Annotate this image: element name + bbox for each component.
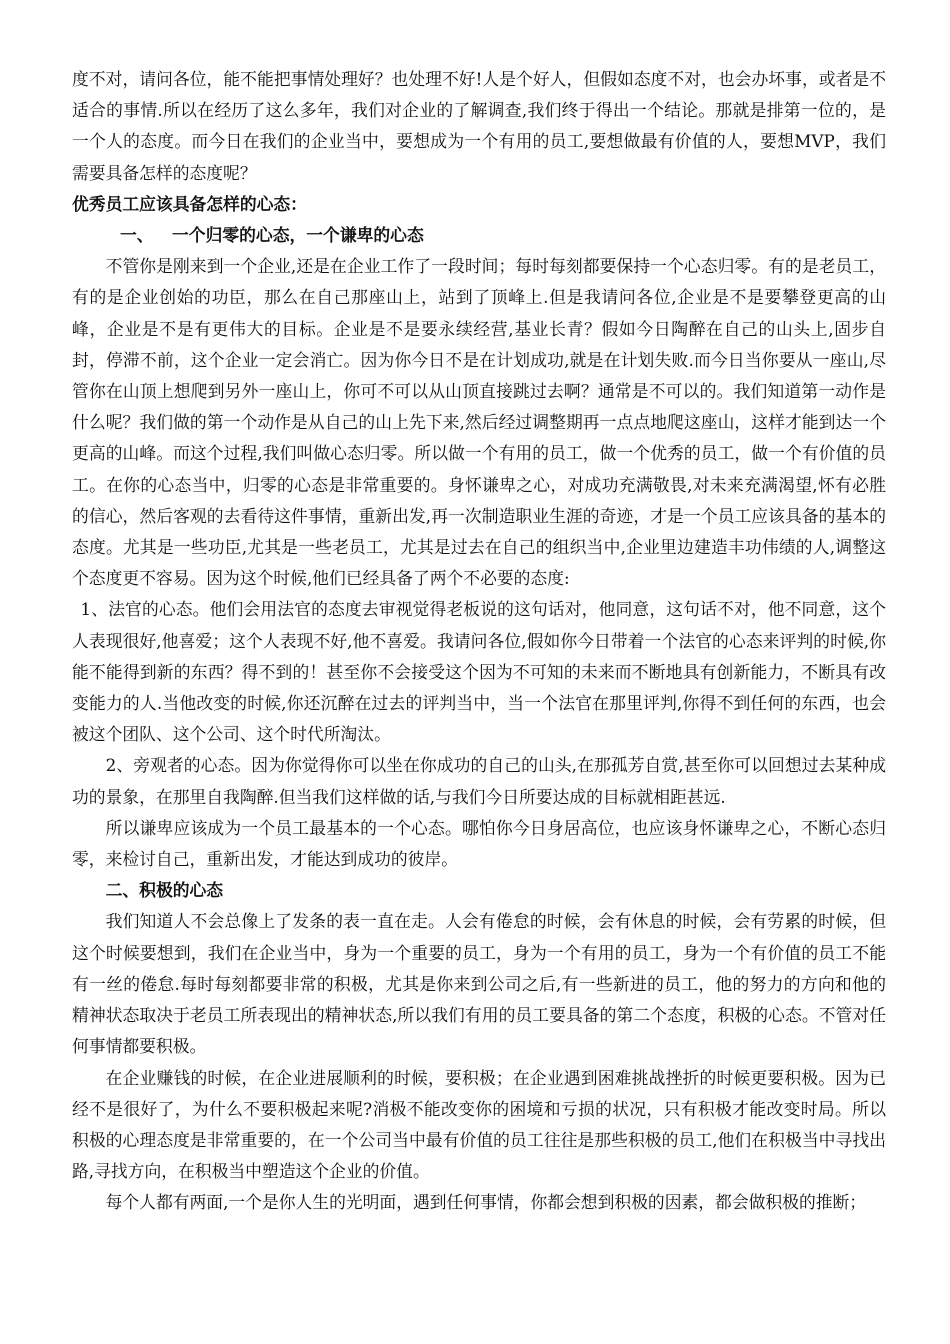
paragraph-bystander-mindset: 2、旁观者的心态。因为你觉得你可以坐在你成功的自己的山头,在那孤芳自赏,甚至你可以回想过去某种成功的景象，在那里自我陶醉.但当我们这样做的话,与我们今日所要达成的目标就相距甚远.: [72, 755, 886, 807]
paragraph-positive-mindset-2: 在企业赚钱的时候，在企业进展顺利的时候，要积极；在企业遇到困难挑战挫折的时候更要积极。因为已经不是很好了，为什么不要积极起来呢?消极不能改变你的困境和亏损的状况，只有积极才能改变时局。所以积极的心理态度是非常重要的，在一个公司当中最有价值的员工往往是那些积极的员工,他们在积极当中寻找出路,寻找方向，在积极当中塑造这个企业的价值。: [72, 1067, 886, 1182]
paragraph-positive-mindset-3: 每个人都有两面,一个是你人生的光明面，遇到任何事情，你都会想到积极的因素，都会做积极的推断；: [105, 1192, 867, 1213]
paragraph-intro: 度不对，请问各位，能不能把事情处理好？也处理不好!人是个好人，但假如态度不对，也会办坏事，或者是不适合的事情.所以在经历了这么多年，我们对企业的了解调查,我们终于得出一个结论。那就是排第一位的，是一个人的态度。而今日在我们的企业当中，要想成为一个有用的员工,要想做最有价值的人，要想MVP，我们需要具备怎样的态度呢？: [72, 69, 886, 183]
paragraph-humility-summary: 所以谦卑应该成为一个员工最基本的一个心态。哪怕你今日身居高位，也应该身怀谦卑之心，不断心态归零，来检讨自己，重新出发，才能达到成功的彼岸。: [72, 817, 886, 870]
document-title: 优秀员工应该具备怎样的心态：: [72, 193, 307, 214]
section-heading-1: [72, 220, 886, 251]
paragraph-judge-mindset: 1、法官的心态。他们会用法官的态度去审视觉得老板说的这句话对，他同意，这句话不对，他不同意，这个人表现很好,他喜爱；这个人表现不好,他不喜爱。我请问各位,假如你今日带着一个法官的心态来评判的时候,你能不能得到新的东西？得不到的！甚至你不会接受这个因为不可知的未来而不断地具有创新能力，不断具有改变能力的人.当他改变的时候,你还沉醉在过去的评判当中，当一个法官在那里评判,你得不到任何的东西，也会被这个团队、这个公司、这个时代所淘汰。: [72, 599, 886, 745]
section-heading-2: 二、积极的心态: [105, 880, 224, 901]
paragraph-zero-mindset: 不管你是刚来到一个企业,还是在企业工作了一段时间；每时每刻都要保持一个心态归零。有的是老员工，有的是企业创始的功臣，那么在自己那座山上，站到了顶峰上.但是我请问各位,企业是不是要攀登更高的山峰，企业是不是有更伟大的目标。企业是不是要永续经营,基业长青？假如今日陶醉在自己的山头上,固步自封，停滞不前，这个企业一定会消亡。因为你今日不是在计划成功,就是在计划失败.而今日当你要从一座山,尽管你在山顶上想爬到另外一座山上，你可不可以从山顶直接跳过去啊？通常是不可以的。我们知道第一动作是什么呢？我们做的第一个动作是从自己的山上先下来,然后经过调整期再一点点地爬这座山，这样才能到达一个更高的山峰。而这个过程,我们叫做心态归零。所以做一个有用的员工，做一个优秀的员工，做一个有价值的员工。在你的心态当中，归零的心态是非常重要的。身怀谦卑之心，对成功充满敬畏,对未来充满渴望,怀有必胜的信心，然后客观的去看待这件事情，重新出发,再一次制造职业生涯的奇迹，才是一个员工应该具备的基本的态度。尤其是一些功臣,尤其是一些老员工，尤其是过去在自己的组织当中,企业里边建造丰功伟绩的人,调整这个态度更不容易。因为这个时候,他们已经具备了两个不必要的态度:: [72, 256, 886, 589]
section-title-1: 一个归零的心态，一个谦卑的心态: [172, 225, 424, 246]
paragraph-positive-mindset-1: 我们知道人不会总像上了发条的表一直在走。人会有倦怠的时候，会有休息的时候，会有劳累的时候，但这个时候要想到，我们在企业当中，身为一个重要的员工，身为一个有用的员工，身为一个有价值的员工不能有一丝的倦怠.每时每刻都要非常的积极，尤其是你来到公司之后,有一些新进的员工，他的努力的方向和他的精神状态取决于老员工所表现出的精神状态,所以我们有用的员工要具备的第二个态度，积极的心态。不管对任何事情都要积极。: [72, 911, 886, 1057]
section-number-1: 一、: [120, 225, 154, 246]
